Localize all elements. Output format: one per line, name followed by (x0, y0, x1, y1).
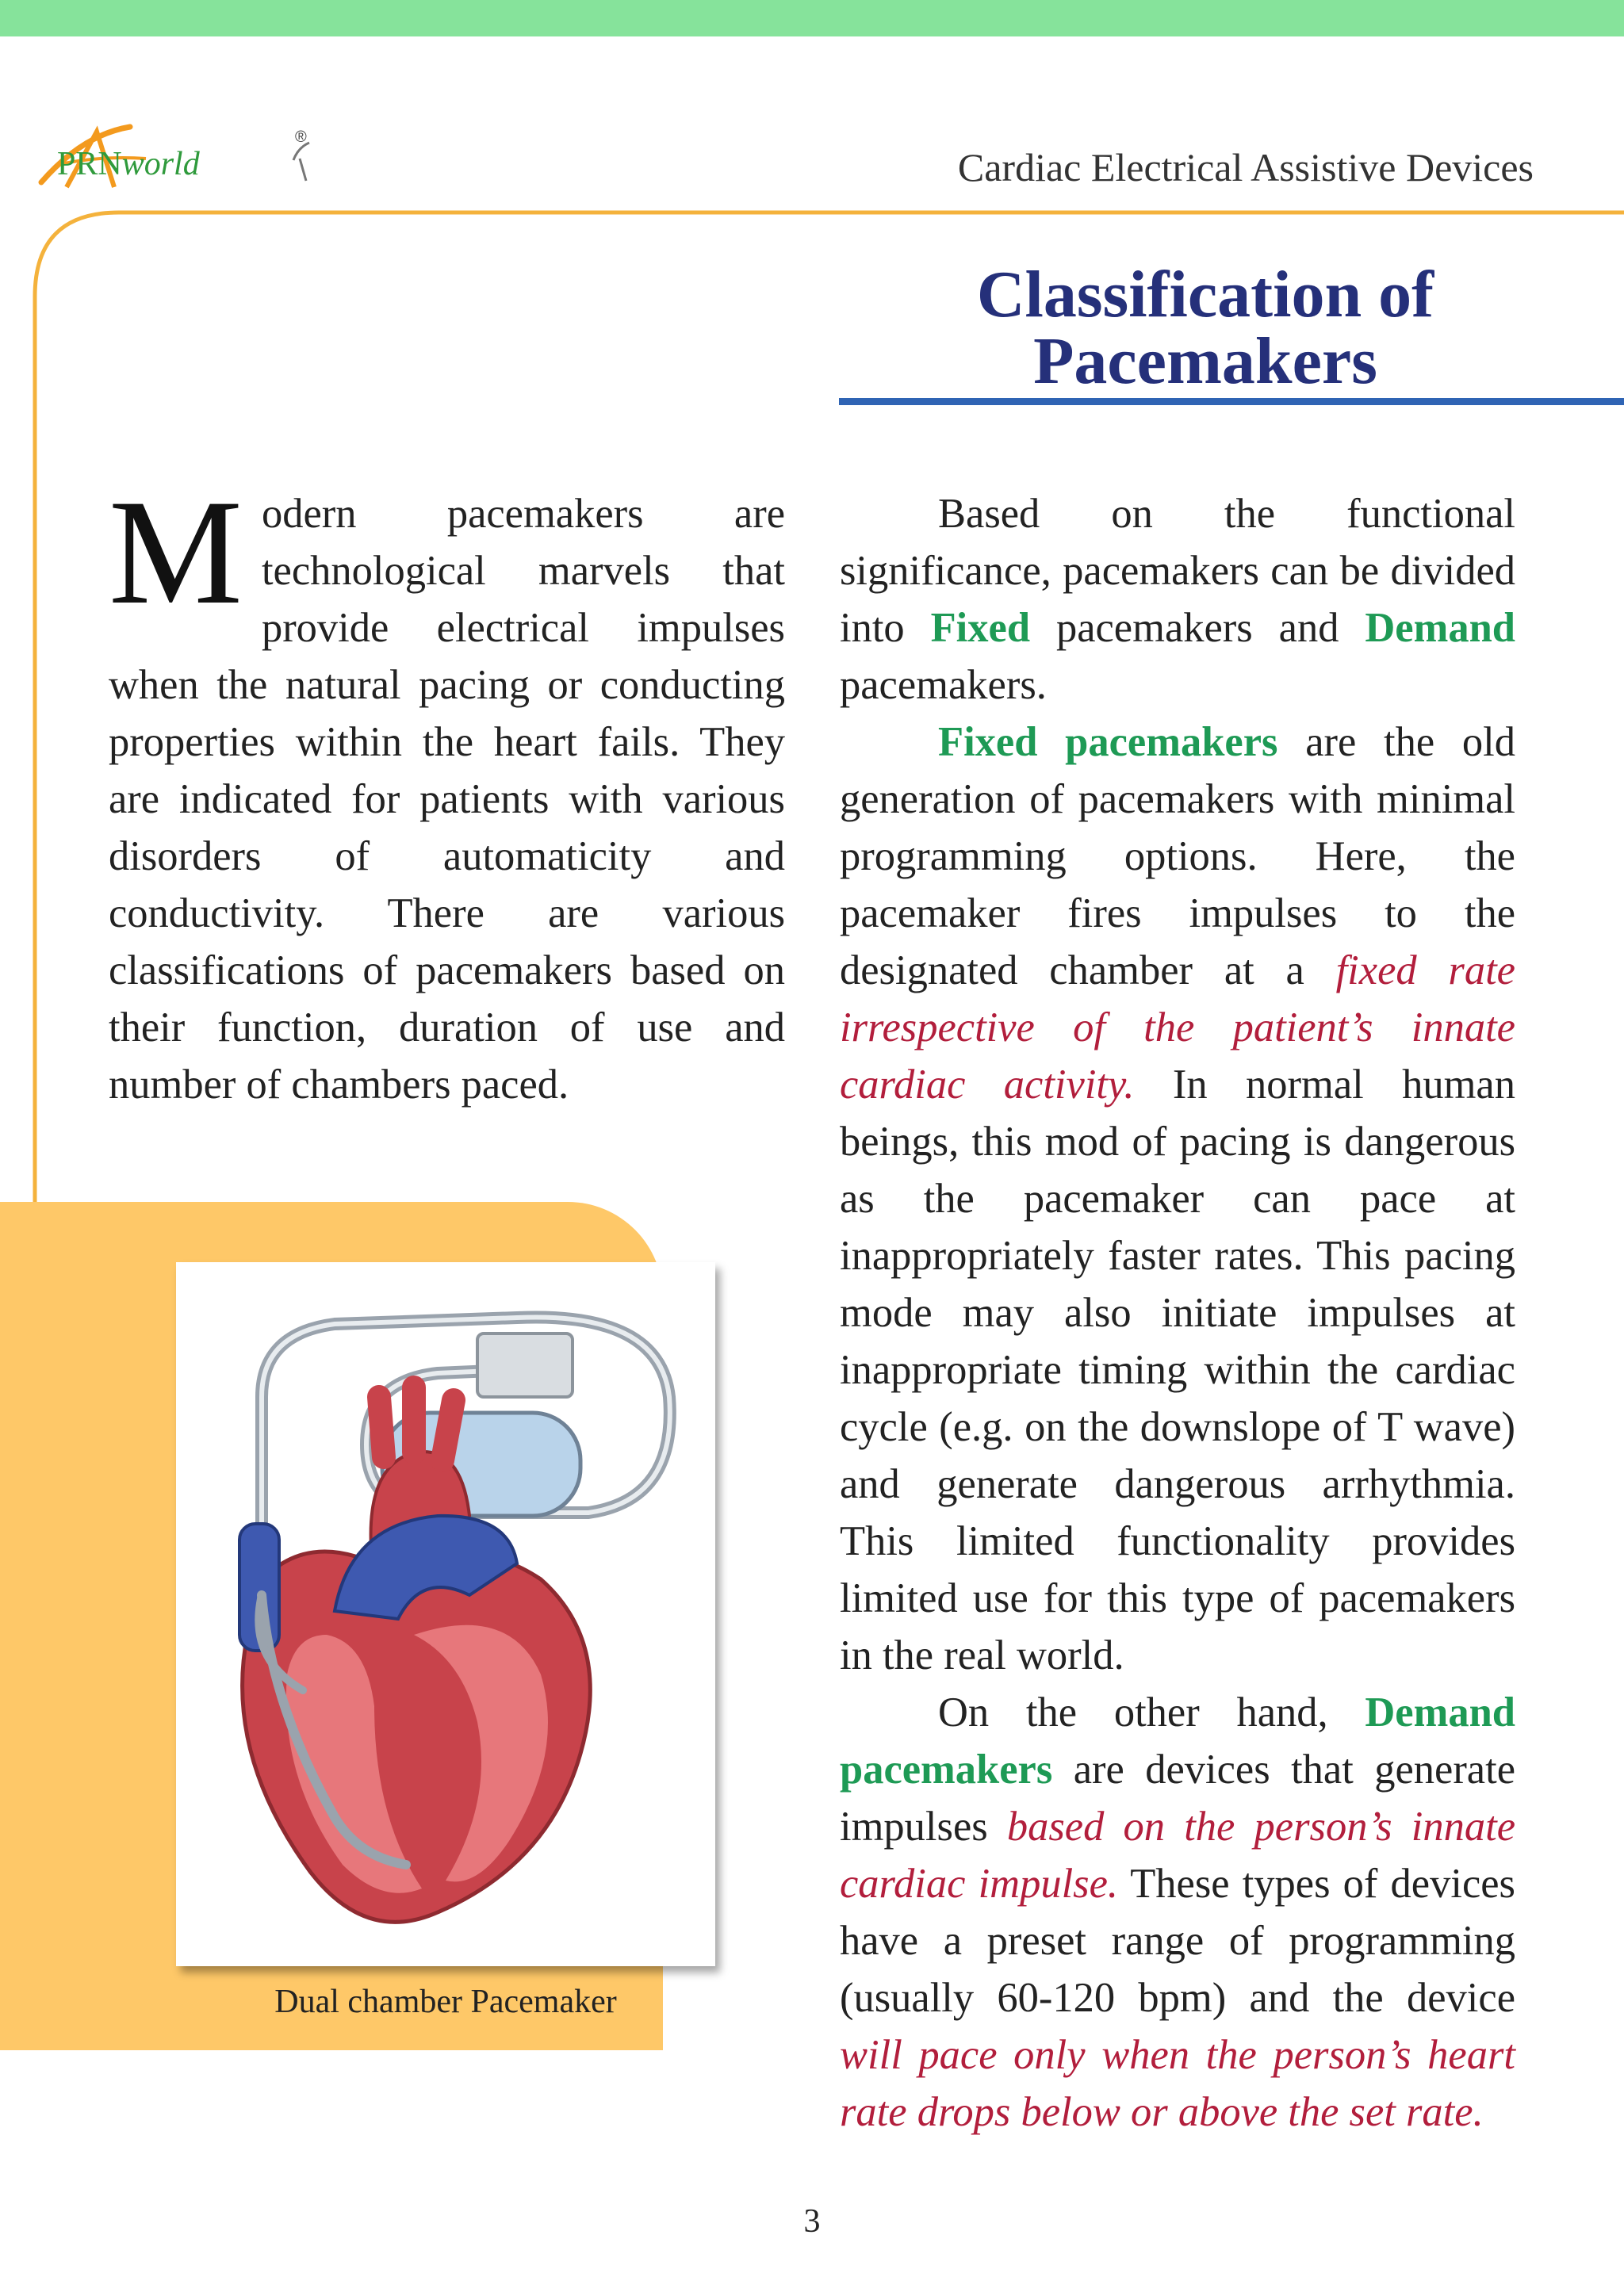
title-line-1: Classification of (976, 258, 1434, 331)
emphasis-pace-only: will pace only when the person’s heart rate drops below or above the set rate. (840, 2032, 1515, 2135)
figure-caption: Dual chamber Pacemaker (274, 1984, 617, 2020)
running-head: Cardiac Electrical Assistive Devices (957, 145, 1534, 189)
pacemaker-illustration (176, 1262, 715, 1966)
section-title (841, 258, 1570, 398)
term-fixed-pacemakers: Fixed pacemakers (938, 719, 1278, 765)
term-demand: Demand (1365, 605, 1515, 651)
drop-cap: M (109, 469, 243, 636)
top-color-bar (0, 0, 1624, 36)
term-fixed: Fixed (930, 605, 1031, 651)
emphasis-innate-impulse: based on the person’s innate cardiac impulse. (840, 1804, 1515, 1907)
paragraph-fixed-pacemakers: Fixed pacemakers are the old generation of pacemakers with minimal programming options. Here, the pacemaker fires impulses to the designated chamber at a fixed rate irrespective of the patient’s innate cardiac activity. In normal human beings, this mod of pacing is dangerous as the pacemaker can pace at inappropriately faster rates. This pacing mode may also initiate impulses at inappropriate timing within the cardiac cycle (e.g. on the downslope of T wave) and generate dangerous arrhythmia. This limited functionality provides limited use for this type of pacemakers in the real world. (840, 719, 1515, 1678)
title-line-2: Pacemakers (1033, 324, 1377, 398)
emphasis-fixed-rate: fixed rate irrespective of the patient’s innate cardiac activity. (840, 947, 1515, 1108)
title-underline (839, 398, 1624, 405)
term-demand-pacemakers: Demand pacemakers (840, 1689, 1515, 1793)
intro-paragraph (109, 469, 785, 1113)
page-number: 3 (803, 2203, 821, 2240)
left-column (109, 469, 785, 1113)
paragraph-classification: Based on the functional significance, pacemakers can be divided into Fixed pacemakers and Demand pacemakers. (840, 491, 1515, 708)
registered-mark: ® (295, 128, 307, 146)
paragraph-demand-pacemakers: On the other hand, Demand pacemakers are devices that generate impulses based on the person’s innate cardiac impulse. These types of devices have a preset range of programming (usually 60-120 bpm) and the device will pace only when the person’s heart rate drops below or above the set rate. (840, 1689, 1515, 2135)
logo-wordmark: PRNworld (57, 146, 200, 182)
intro-text: odern pacemakers are technological marvels that provide electrical impulses when the natural pacing or conducting properties within the heart fails. They are indicated for patients with various disorders of automaticity and conductivity. There are various classifications of pacemakers based on their function, duration of use and number of chambers paced. (109, 491, 785, 1108)
right-column (840, 485, 1515, 2141)
